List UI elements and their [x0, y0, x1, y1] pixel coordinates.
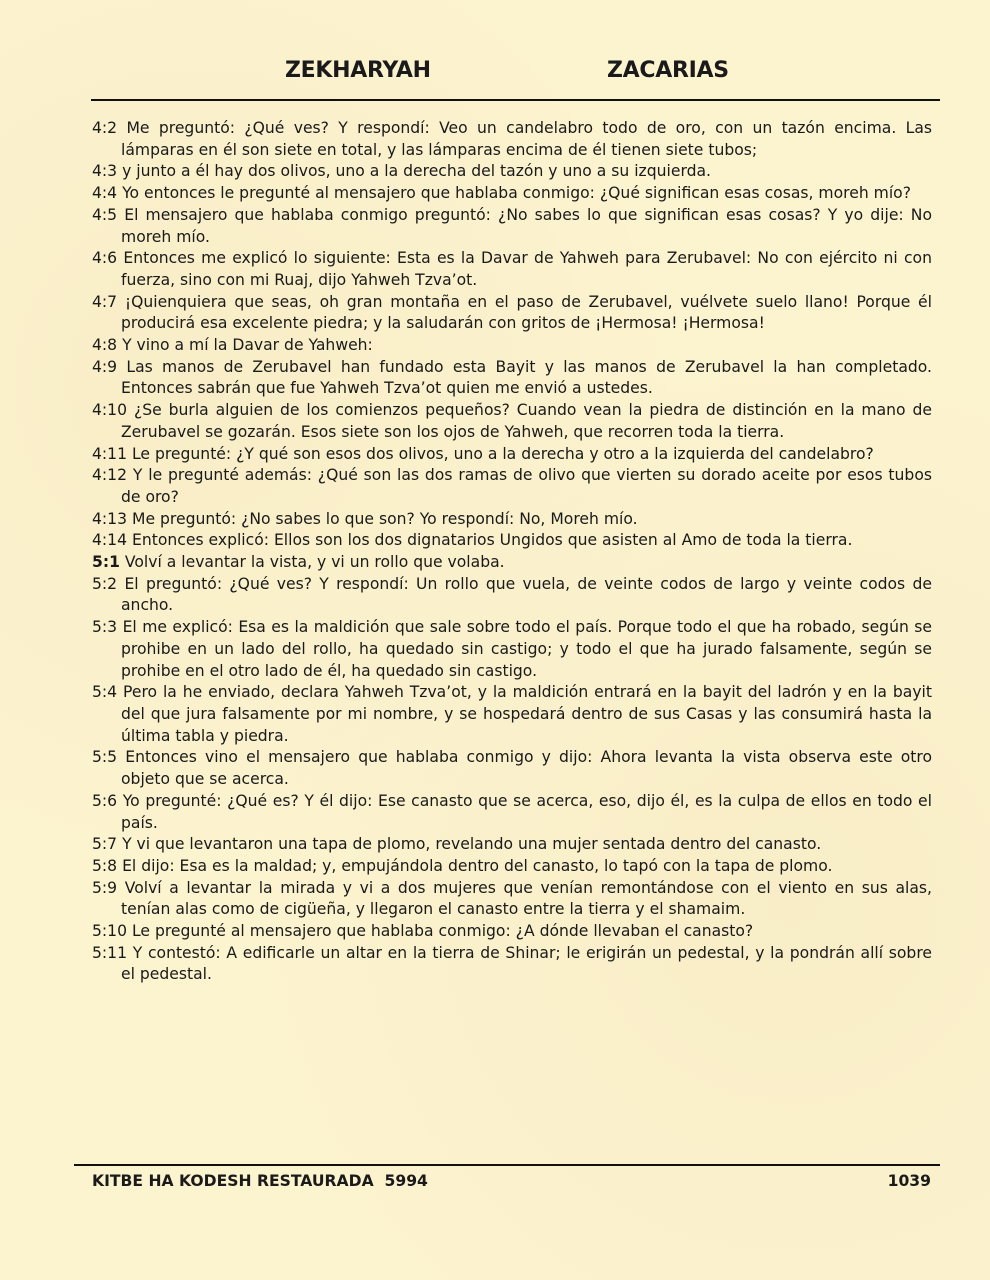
verse-paragraph — [92, 509, 932, 531]
verse-text: Y vino a mí la Davar de Yahweh: — [122, 336, 373, 355]
verse-text: Y contestó: A edificarle un altar en la tierra de Shinar; le erigirán un pedestal, y la pondrán allí sobre el pedestal. — [121, 943, 932, 984]
verse-text: Yo entonces le pregunté al mensajero que hablaba conmigo: ¿Qué significan esas cosas, moreh mío? — [122, 184, 911, 203]
verse-reference: 4:7 — [92, 292, 118, 311]
verse-reference: 4:10 — [92, 401, 128, 420]
verse-text: y junto a él hay dos olivos, uno a la derecha del tazón y uno a su izquierda. — [122, 162, 711, 181]
verse-text: ¿Se burla alguien de los comienzos pequeños? Cuando vean la piedra de distinción en la mano de Zerubavel se gozarán. Esos siete son los ojos de Yahweh, que recorren toda la tierra. — [121, 401, 932, 441]
verse-text: Y vi que levantaron una tapa de plomo, revelando una mujer sentada dentro del canasto. — [122, 835, 822, 854]
verse-paragraph — [92, 878, 932, 921]
verse-text: Y le pregunté además: ¿Qué son las dos ramas de olivo que vierten su dorado aceite por esos tubos de oro? — [121, 466, 932, 506]
verse-text: ¡Quienquiera que seas, oh gran montaña en el paso de Zerubavel, vuélvete suelo llano! Porque él producirá esa excelente piedra; y la saludarán con gritos de ¡Hermosa! ¡Hermosa! — [121, 292, 932, 333]
verse-paragraph — [92, 444, 932, 466]
verse-paragraph — [92, 357, 932, 400]
verse-reference: 4:11 — [92, 444, 128, 463]
verse-text: El mensajero que hablaba conmigo preguntó: ¿No sabes lo que significan esas cosas? Y yo dije: No moreh mío. — [121, 205, 932, 246]
verse-text: Me preguntó: ¿Qué ves? Y respondí: Veo un candelabro todo de oro, con un tazón encima. Las lámparas en él son siete en total, y las lámparas encima de él tienen siete tubos; — [121, 119, 932, 159]
verse-paragraph — [92, 183, 932, 205]
verse-reference: 5:9 — [92, 878, 118, 897]
verse-paragraph — [92, 205, 932, 248]
verse-reference: 4:5 — [92, 205, 118, 224]
verse-text: Entonces vino el mensajero que hablaba conmigo y dijo: Ahora levanta la vista observa este otro objeto que se acerca. — [121, 748, 932, 789]
verse-text: El preguntó: ¿Qué ves? Y respondí: Un rollo que vuela, de veinte codos de largo y veinte codos de ancho. — [121, 574, 932, 615]
header-divider — [91, 99, 940, 101]
verse-reference: 4:2 — [92, 119, 118, 137]
verse-paragraph — [92, 161, 932, 183]
verse-reference: 4:4 — [92, 184, 118, 203]
verse-paragraph — [92, 856, 932, 878]
verse-paragraph — [92, 617, 932, 682]
verse-paragraph — [92, 552, 932, 574]
verse-paragraph — [92, 248, 932, 291]
verse-paragraph — [92, 943, 932, 986]
header-title-spanish: ZACARIAS — [607, 58, 729, 83]
verse-reference: 4:8 — [92, 336, 118, 355]
verse-reference: 5:11 — [92, 943, 128, 962]
verse-text: Me preguntó: ¿No sabes lo que son? Yo respondí: No, Moreh mío. — [132, 509, 638, 528]
verse-text: Entonces explicó: Ellos son los dos dignatarios Ungidos que asisten al Amo de toda la tierra. — [132, 531, 853, 550]
verse-reference: 5:2 — [92, 574, 118, 593]
footer-book-title: KITBE HA KODESH RESTAURADA 5994 — [92, 1172, 428, 1190]
verse-text: El me explicó: Esa es la maldición que sale sobre todo el país. Porque todo el que ha robado, según se prohibe en un lado del rollo, ha quedado sin castigo; y todo el que ha jurado falsamente, según se prohibe en el otro lado de él, ha quedado sin castigo. — [121, 618, 932, 680]
verse-reference: 5:1 — [92, 553, 120, 572]
verse-text: Volví a levantar la mirada y vi a dos mujeres que venían remontándose con el viento en sus alas, tenían alas como de cigüeña, y llegaron el canasto entre la tierra y el shamaim. — [121, 878, 932, 919]
verse-reference: 4:3 — [92, 162, 118, 181]
verse-text: Le pregunté: ¿Y qué son esos dos olivos, uno a la derecha y otro a la izquierda del candelabro? — [132, 444, 874, 463]
verse-text: El dijo: Esa es la maldad; y, empujándola dentro del canasto, lo tapó con la tapa de plomo. — [122, 856, 833, 875]
page-number: 1039 — [887, 1172, 931, 1190]
verse-list — [92, 118, 932, 986]
verse-text: Le pregunté al mensajero que hablaba conmigo: ¿A dónde llevaban el canasto? — [132, 922, 754, 941]
verse-text: Entonces me explicó lo siguiente: Esta es la Davar de Yahweh para Zerubavel: No con ejército ni con fuerza, sino con mi Ruaj, dijo Yahweh Tzva’ot. — [121, 249, 932, 289]
verse-reference: 5:3 — [92, 618, 118, 637]
verse-reference: 5:4 — [92, 683, 118, 702]
verse-paragraph — [92, 682, 932, 747]
verse-reference: 5:10 — [92, 922, 128, 941]
footer-divider — [74, 1164, 940, 1166]
verse-reference: 5:6 — [92, 791, 118, 810]
verse-paragraph — [92, 465, 932, 508]
verse-reference: 4:13 — [92, 509, 128, 528]
verse-paragraph — [92, 292, 932, 335]
verse-paragraph — [92, 791, 932, 834]
verse-reference: 4:9 — [92, 357, 118, 376]
verse-text: Pero la he enviado, declara Yahweh Tzva’ot, y la maldición entrará en la bayit del ladrón y en la bayit del que jura falsamente por mi nombre, y se hospedará dentro de sus Casas y las consumirá hasta la última tabla y piedra. — [121, 683, 932, 745]
verse-reference: 4:14 — [92, 531, 128, 550]
page-header — [0, 58, 990, 88]
verse-paragraph — [92, 574, 932, 617]
verse-reference: 5:7 — [92, 835, 118, 854]
verse-paragraph — [92, 530, 932, 552]
verse-paragraph — [92, 400, 932, 443]
verse-text: Volví a levantar la vista, y vi un rollo que volaba. — [124, 553, 505, 572]
verse-reference: 5:8 — [92, 856, 118, 875]
header-title-hebrew: ZEKHARYAH — [285, 58, 431, 83]
verse-text: Las manos de Zerubavel han fundado esta Bayit y las manos de Zerubavel la han completado. Entonces sabrán que fue Yahweh Tzva’ot quien me envió a ustedes. — [121, 357, 932, 398]
verse-paragraph — [92, 118, 932, 161]
verse-reference: 5:5 — [92, 748, 118, 767]
verse-paragraph — [92, 834, 932, 856]
verse-paragraph — [92, 335, 932, 357]
page-footer — [0, 1172, 990, 1196]
verse-reference: 4:6 — [92, 249, 118, 268]
verse-reference: 4:12 — [92, 466, 128, 485]
verse-paragraph — [92, 921, 932, 943]
verse-text: Yo pregunté: ¿Qué es? Y él dijo: Ese canasto que se acerca, eso, dijo él, es la culpa de ellos en todo el país. — [121, 791, 932, 832]
verse-paragraph — [92, 747, 932, 790]
